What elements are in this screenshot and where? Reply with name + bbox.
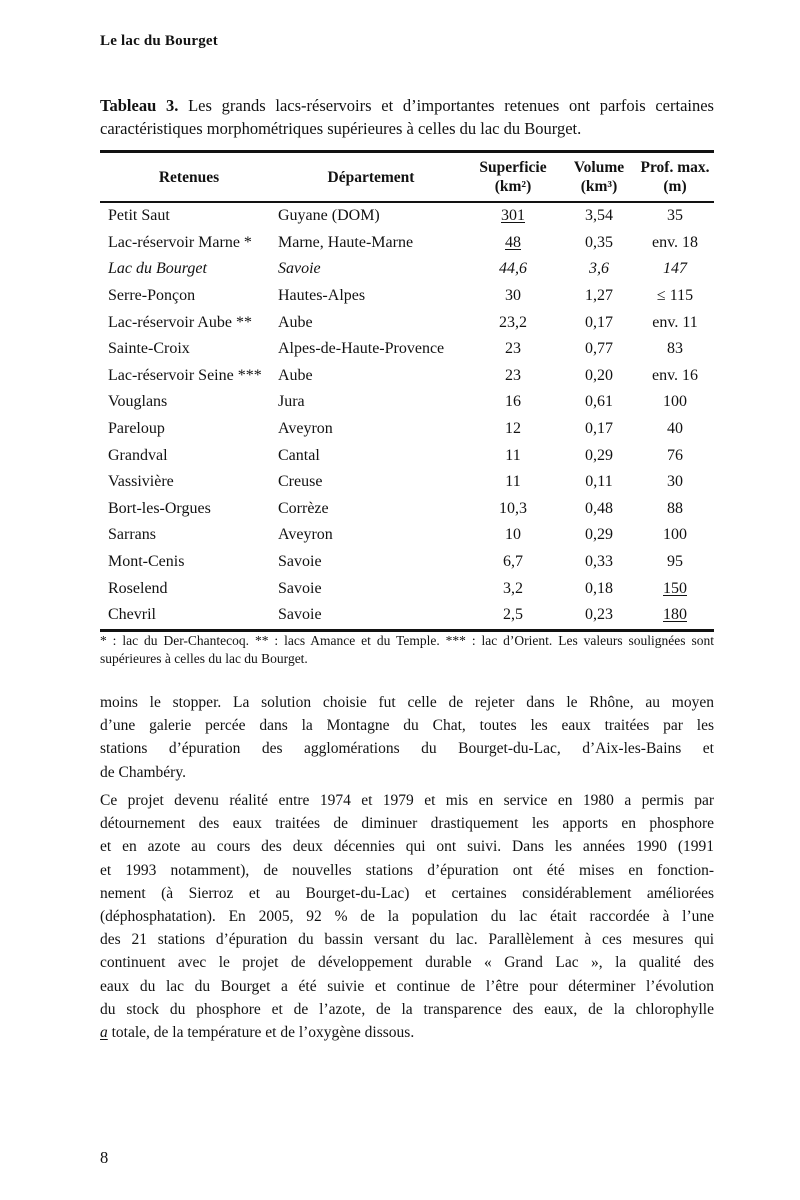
table-cell: Roselend bbox=[108, 579, 168, 597]
reservoirs-table bbox=[100, 150, 714, 632]
text-line: et en azote au cours des deux décennies qui ont suivi. Dans les années 1990 (1991 bbox=[100, 838, 714, 856]
paragraph-2-last-rest: totale, de la température et de l’oxygène dissous. bbox=[107, 1024, 415, 1042]
table-cell: 0,48 bbox=[585, 499, 613, 517]
table-row bbox=[100, 363, 714, 390]
table-cell: 301 bbox=[501, 207, 525, 225]
table-cell: Aveyron bbox=[278, 420, 333, 438]
table-header-cell: Prof. max. (m) bbox=[640, 159, 710, 195]
table-cell: 0,17 bbox=[585, 420, 613, 438]
table-cell: env. 18 bbox=[651, 233, 699, 251]
table-row bbox=[100, 230, 714, 257]
table-row bbox=[100, 283, 714, 310]
text-line: Ce projet devenu réalité entre 1974 et 1979 et mis en service en 1980 a permis par bbox=[100, 792, 714, 809]
table-cell: Marne, Haute-Marne bbox=[278, 233, 414, 251]
table-cell: 180 bbox=[663, 606, 687, 624]
table-header-cell: Département bbox=[327, 168, 415, 186]
table-header-cell: Superficie (km²) bbox=[479, 159, 547, 195]
table-cell: 6,7 bbox=[503, 553, 523, 571]
table-cell: Vouglans bbox=[108, 393, 168, 411]
table-row bbox=[100, 496, 714, 523]
table-cell: Bort-les-Orgues bbox=[108, 499, 211, 517]
text-line: de Chambéry. bbox=[100, 763, 186, 781]
table-row bbox=[100, 602, 714, 630]
table-cell: 88 bbox=[667, 499, 683, 517]
table-cell: 1,27 bbox=[585, 287, 613, 305]
table-row bbox=[100, 389, 714, 416]
table-cell: 0,11 bbox=[585, 473, 613, 491]
table-cell: Mont-Cenis bbox=[108, 553, 185, 571]
table-row bbox=[100, 442, 714, 469]
table-cell: Corrèze bbox=[278, 499, 329, 517]
paragraph-2 bbox=[100, 789, 714, 1044]
table-cell: 44,6 bbox=[499, 260, 527, 278]
table-cell: 95 bbox=[667, 553, 683, 571]
table-cell: Creuse bbox=[278, 473, 323, 491]
table-cell: 2,5 bbox=[503, 606, 523, 624]
table-cell: 83 bbox=[667, 340, 683, 358]
table-cell: 0,61 bbox=[585, 393, 613, 411]
running-header-title: Le lac du Bourget bbox=[100, 33, 218, 49]
table-cell: Sarrans bbox=[108, 526, 156, 544]
table-cell: 11 bbox=[505, 446, 521, 464]
table-caption bbox=[100, 95, 714, 140]
table-cell: 0,17 bbox=[585, 313, 613, 331]
table-cell: 30 bbox=[505, 287, 521, 305]
table-cell: Cantal bbox=[278, 446, 320, 464]
table-cell: 0,20 bbox=[585, 366, 613, 384]
text-line: stations d’épuration des agglomérations du Bourget-du-Lac, d’Aix-les-Bains et bbox=[100, 740, 714, 758]
table-cell: 3,6 bbox=[589, 260, 609, 278]
text-line: du stock du phosphore et de l’azote, de la transparence des eaux, de la chlorophylle bbox=[100, 1000, 714, 1018]
table-cell: Aveyron bbox=[278, 526, 333, 544]
table-cell: 0,35 bbox=[585, 233, 613, 251]
table-cell: Savoie bbox=[278, 579, 322, 597]
table-cell: env. 16 bbox=[651, 366, 699, 384]
table-cell: Savoie bbox=[278, 260, 321, 278]
table-row bbox=[100, 256, 714, 283]
table-caption-text: Les grands lacs-réservoirs et d’importantes retenues ont parfois certaines caractéristiques morphométriques supérieures à celles du lac du Bourget. bbox=[100, 96, 714, 138]
table-cell: Lac-réservoir Aube ** bbox=[108, 313, 252, 331]
table-row bbox=[100, 549, 714, 576]
table-row bbox=[100, 522, 714, 549]
text-line bbox=[100, 1021, 714, 1044]
table-cell: 48 bbox=[505, 233, 521, 251]
table-cell: 0,29 bbox=[585, 526, 613, 544]
table-cell: 100 bbox=[663, 393, 687, 411]
table-cell: 150 bbox=[663, 579, 687, 597]
table-cell: 3,54 bbox=[585, 207, 613, 225]
table-caption-label: Tableau 3. bbox=[100, 96, 179, 115]
chlorophyll-a-symbol: a bbox=[100, 1024, 108, 1042]
table-cell: 3,2 bbox=[503, 579, 523, 597]
table-cell: Hautes-Alpes bbox=[278, 287, 366, 305]
table-cell: 12 bbox=[505, 420, 521, 438]
table-cell: Grandval bbox=[108, 446, 168, 464]
table-cell: 10 bbox=[505, 526, 521, 544]
text-line: détournement des eaux traitées de diminuer drastiquement les apports en phosphore bbox=[100, 815, 714, 833]
table-cell: Petit Saut bbox=[108, 207, 170, 225]
table-cell: 30 bbox=[667, 473, 683, 491]
table-cell: Aube bbox=[278, 366, 313, 384]
text-line: nement (à Sierroz et au Bourget-du-Lac) et certaines considérablement améliorées bbox=[100, 884, 714, 902]
table-cell: ≤ 115 bbox=[656, 287, 694, 305]
table-cell: Lac-réservoir Marne * bbox=[108, 233, 252, 251]
table-cell: Savoie bbox=[278, 606, 322, 624]
text-line: moins le stopper. La solution choisie fut celle de rejeter dans le Rhône, au moyen bbox=[100, 694, 714, 711]
text-line: des 21 stations d’épuration du bassin versant du lac. Parallèlement à ces mesures qui bbox=[100, 931, 714, 949]
table-cell: Chevril bbox=[108, 606, 156, 624]
table-row bbox=[100, 575, 714, 602]
table-body bbox=[100, 202, 714, 630]
table-header-cell: Volume (km³) bbox=[573, 159, 625, 195]
table-row bbox=[100, 202, 714, 230]
table-row bbox=[100, 416, 714, 443]
table-cell: 0,29 bbox=[585, 446, 613, 464]
table-footnote: * : lac du Der-Chantecoq. ** : lacs Amance et du Temple. *** : lac d’Orient. Les valeurs soulignées sont supérieures à celles du lac du Bourget. bbox=[100, 633, 714, 666]
table-cell: 16 bbox=[505, 393, 521, 411]
table-header-row bbox=[100, 152, 714, 203]
table-cell: 23 bbox=[505, 366, 521, 384]
table-cell: 23 bbox=[505, 340, 521, 358]
text-line: d’une galerie percée dans la Montagne du Chat, toutes les eaux traitées par les bbox=[100, 717, 714, 735]
table-cell: Sainte-Croix bbox=[108, 340, 190, 358]
table-cell: 100 bbox=[663, 526, 687, 544]
table-cell: 76 bbox=[667, 446, 683, 464]
table-cell: 0,77 bbox=[585, 340, 613, 358]
table-cell: 23,2 bbox=[499, 313, 527, 331]
table-cell: 147 bbox=[663, 260, 687, 278]
text-line: eaux du lac du Bourget a été suivie et continue de l’être pour déterminer l’évolution bbox=[100, 977, 714, 995]
table-cell: Lac-réservoir Seine *** bbox=[108, 366, 262, 384]
table-cell: Savoie bbox=[278, 553, 322, 571]
table-cell: 0,18 bbox=[585, 579, 613, 597]
text-line: (déphosphatation). En 2005, 92 % de la population du lac était raccordée à l’une bbox=[100, 908, 714, 926]
table-cell: Jura bbox=[278, 393, 305, 411]
table-row bbox=[100, 469, 714, 496]
table-row bbox=[100, 309, 714, 336]
table-cell: Vassivière bbox=[108, 473, 174, 491]
paragraph-1 bbox=[100, 691, 714, 784]
text-line: continuent avec le projet de développement durable « Grand Lac », la qualité des bbox=[100, 954, 714, 972]
table-cell: Guyane (DOM) bbox=[278, 207, 380, 225]
paragraph-2-lines bbox=[100, 789, 714, 1021]
page-number: 8 bbox=[100, 1148, 109, 1167]
table-header-cell: Retenues bbox=[158, 168, 220, 186]
table-cell: Lac du Bourget bbox=[108, 260, 207, 278]
table-cell: Pareloup bbox=[108, 420, 165, 438]
table-cell: Alpes-de-Haute-Provence bbox=[278, 340, 445, 358]
table-cell: 11 bbox=[505, 473, 521, 491]
table-cell: 40 bbox=[667, 420, 683, 438]
table-cell: env. 11 bbox=[652, 313, 698, 331]
table-cell: 0,23 bbox=[585, 606, 613, 624]
table-cell: 0,33 bbox=[585, 553, 613, 571]
text-line: et 1993 notamment), de nouvelles stations d’épuration ont été mises en fonction- bbox=[100, 861, 714, 879]
table-cell: Aube bbox=[278, 313, 313, 331]
table-cell: 10,3 bbox=[499, 499, 527, 517]
table-header bbox=[100, 152, 714, 203]
table-row bbox=[100, 336, 714, 363]
table-cell: 35 bbox=[667, 207, 683, 225]
table-cell: Serre-Ponçon bbox=[108, 287, 196, 305]
